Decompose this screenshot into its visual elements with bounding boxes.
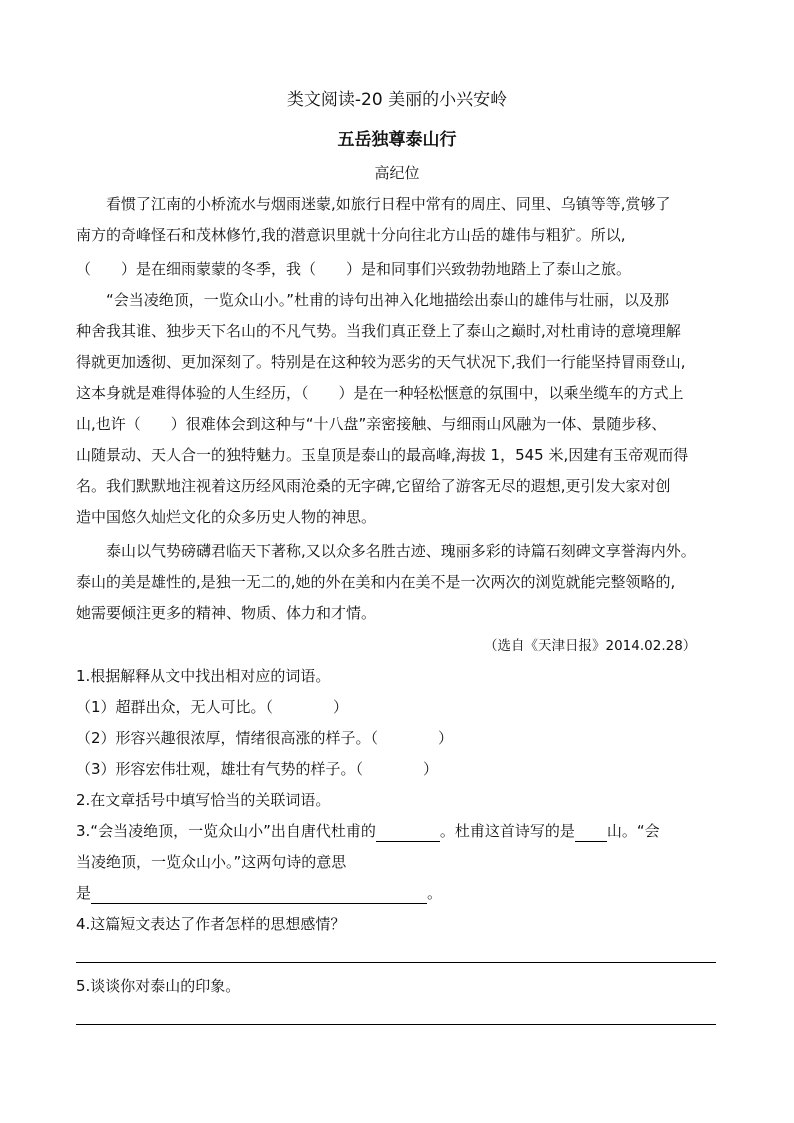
paragraph-3-line-3: 她需要倾注更多的精神、物质、体力和才情。 [76, 604, 377, 622]
paragraph-2-line-3: 得就更加透彻、更加深刻了。特别是在这种较为恶劣的天气状况下,我们一行能坚持冒雨登山, [76, 353, 686, 371]
question-5: 5.谈谈你对泰山的印象。 [76, 977, 241, 995]
question-3-line-1 [76, 820, 720, 842]
paragraph-2-line-8: 造中国悠久灿烂文化的众多历史人物的神思。 [76, 508, 377, 526]
question-1-item-3: （3）形容宏伟壮观，雄壮有气势的样子。（ ） [76, 760, 439, 778]
answer-line-question-5[interactable] [76, 1024, 716, 1025]
paragraph-2-line-2: 种舍我其谁、独步天下名山的不凡气势。当我们真正登上了泰山之巅时,对杜甫诗的意境理解 [76, 322, 681, 340]
paragraph-2-line-5: 山,也许（ ）很难体会到这种与“十八盘”亲密接触、与细雨山风融为一体、景随步移、 [76, 415, 667, 433]
question-3-text-c: 山。“会 [606, 822, 660, 840]
paragraph-2-line-4: 这本身就是难得体验的人生经历，（ ）是在一种轻松惬意的氛围中，以乘坐缆车的方式上 [76, 384, 684, 402]
question-3-line-2: 当凌绝顶，一览众山小。”这两句诗的意思 [76, 853, 347, 871]
answer-blank-poem-title[interactable] [376, 825, 440, 842]
answer-line-question-4[interactable] [76, 962, 716, 963]
article-author: 高纪位 [374, 164, 420, 182]
answer-blank-meaning[interactable] [91, 887, 427, 904]
paragraph-1-line-1: 看惯了江南的小桥流水与烟雨迷蒙,如旅行日程中常有的周庄、同里、乌镇等等,赏够了 [106, 195, 671, 213]
article-source: （选自《天津日报》2014.02.28） [484, 638, 697, 654]
paragraph-3-line-1: 泰山以气势磅礴君临天下著称,又以众多名胜古迹、瑰丽多彩的诗篇石刻碑文享誉海内外。 [106, 542, 696, 560]
question-1-item-1: （1）超群出众，无人可比。（ ） [76, 698, 349, 716]
question-1-item-2: （2）形容兴趣很浓厚，情绪很高涨的样子。（ ） [76, 729, 454, 747]
question-1: 1.根据解释从文中找出相对应的词语。 [76, 667, 331, 685]
paragraph-2-line-6: 山随景动、天人合一的独特魅力。玉皇顶是泰山的最高峰,海拔 1，545 米,因建有玉帝观而得 [76, 446, 689, 464]
question-3-text-d: 是 [76, 884, 92, 902]
paragraph-2-line-7: 名。我们默默地注视着这历经风雨沧桑的无字碑,它留给了游客无尽的遐想,更引发大家对创 [76, 477, 671, 495]
question-3-text-b: 。杜甫这首诗写的是 [439, 822, 575, 840]
answer-blank-mountain[interactable] [575, 825, 607, 842]
article-title: 五岳独尊泰山行 [337, 130, 457, 150]
question-3-text-e: 。 [427, 884, 443, 902]
question-2: 2.在文章括号中填写恰当的关联词语。 [76, 791, 331, 809]
question-4: 4.这篇短文表达了作者怎样的思想感情？ [76, 915, 346, 933]
paragraph-1-line-3: （ ）是在细雨蒙蒙的冬季，我（ ）是和同事们兴致勃勃地踏上了泰山之旅。 [76, 260, 632, 278]
paragraph-3-line-2: 泰山的美是雄性的,是独一无二的,她的外在美和内在美不是一次两次的浏览就能完整领略的, [76, 573, 676, 591]
paragraph-1-line-2: 南方的奇峰怪石和茂林修竹,我的潜意识里就十分向往北方山岳的雄伟与粗犷。所以, [76, 226, 626, 244]
worksheet-title: 类文阅读-20 美丽的小兴安岭 [286, 90, 508, 110]
question-3-text-a: 3.“会当凌绝顶，一览众山小”出自唐代杜甫的 [76, 822, 376, 840]
paragraph-2-line-1: “会当凌绝顶，一览众山小。”杜甫的诗句出神入化地描绘出泰山的雄伟与壮丽，以及那 [106, 291, 670, 309]
question-3-line-3 [76, 882, 720, 904]
